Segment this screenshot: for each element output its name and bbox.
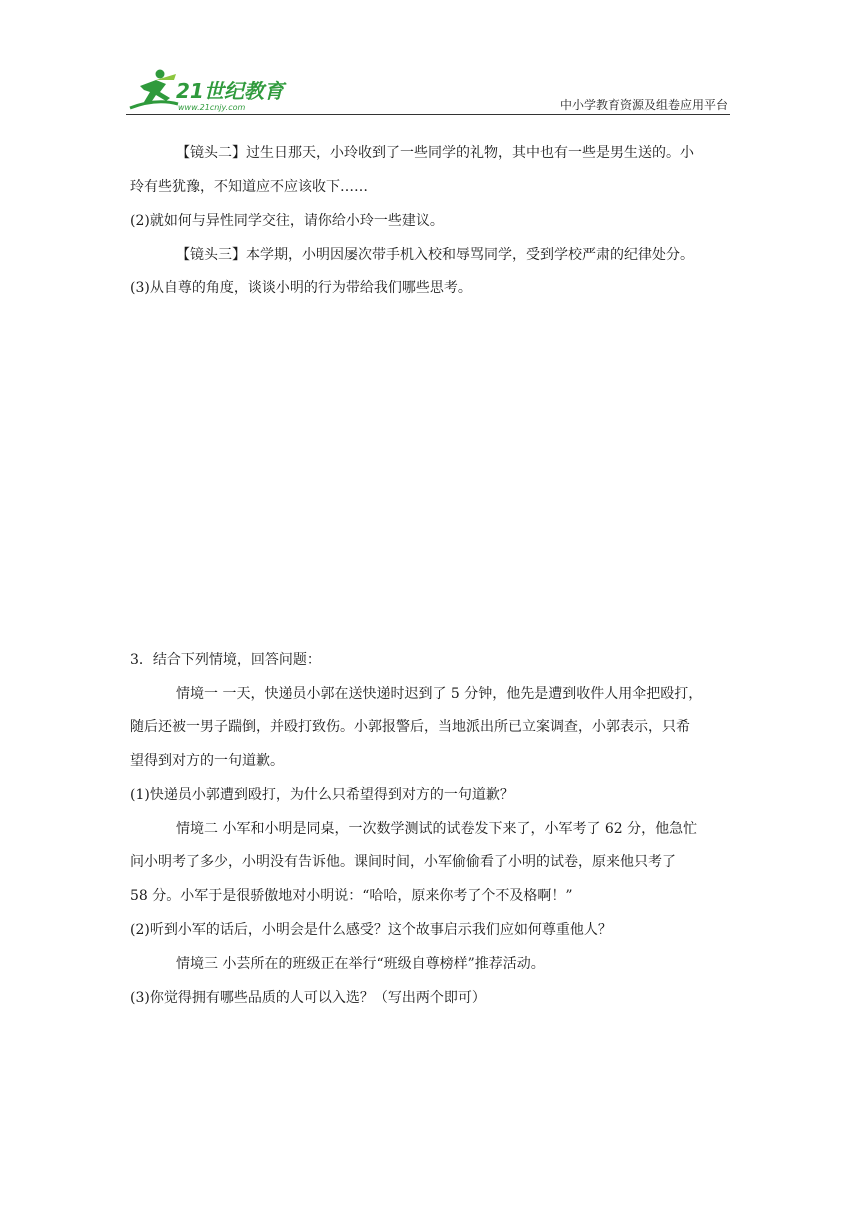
question-2-3: (3)从自尊的角度，谈谈小明的行为带给我们哪些思考。 bbox=[130, 280, 472, 296]
situation1-line1: 情境一 一天，快递员小郭在送快递时迟到了 5 分钟，他先是遭到收件人用伞把殴打， bbox=[176, 686, 703, 702]
situation2-line1: 情境二 小军和小明是同桌，一次数学测试的试卷发下来了，小军考了 62 分，他急忙 bbox=[176, 821, 698, 837]
scene2-text-line2: 玲有些犹豫，不知道应不应该收下…… bbox=[130, 179, 368, 195]
question-2-2: (2)就如何与异性同学交往，请你给小玲一些建议。 bbox=[130, 213, 444, 229]
header-divider bbox=[126, 114, 730, 115]
question-3-2: (2)听到小军的话后，小明会是什么感受？这个故事启示我们应如何尊重他人？ bbox=[130, 922, 612, 938]
situation3-text: 情境三 小芸所在的班级正在举行“班级自尊榜样”推荐活动。 bbox=[176, 956, 545, 972]
question-3-title: 3．结合下列情境，回答问题： bbox=[130, 652, 321, 668]
platform-name: 中小学教育资源及组卷应用平台 bbox=[559, 98, 728, 112]
svg-text:www.21cnjy.com: www.21cnjy.com bbox=[178, 103, 246, 112]
svg-text:21世纪教育: 21世纪教育 bbox=[176, 79, 284, 103]
scene2-text-line1: 【镜头二】过生日那天，小玲收到了一些同学的礼物，其中也有一些是男生送的。小 bbox=[176, 145, 694, 161]
situation1-line3: 望得到对方的一句道歉。 bbox=[130, 753, 284, 769]
page-header bbox=[126, 68, 730, 114]
situation2-line3: 58 分。小军于是很骄傲地对小明说：“哈哈，原来你考了个不及格啊！” bbox=[130, 888, 573, 904]
question-3-3: (3)你觉得拥有哪些品质的人可以入选？（写出两个即可） bbox=[130, 990, 486, 1006]
situation1-line2: 随后还被一男子踹倒，并殴打致伤。小郭报警后，当地派出所已立案调查，小郭表示，只希 bbox=[130, 719, 690, 735]
situation2-line2: 问小明考了多少，小明没有告诉他。课间时间，小军偷偷看了小明的试卷，原来他只考了 bbox=[130, 854, 676, 870]
scene3-text: 【镜头三】本学期，小明因屡次带手机入校和辱骂同学，受到学校严肃的纪律处分。 bbox=[176, 247, 694, 263]
question-3-1: (1)快递员小郭遭到殴打，为什么只希望得到对方的一句道歉？ bbox=[130, 787, 514, 803]
21-century-education-logo bbox=[126, 68, 296, 114]
